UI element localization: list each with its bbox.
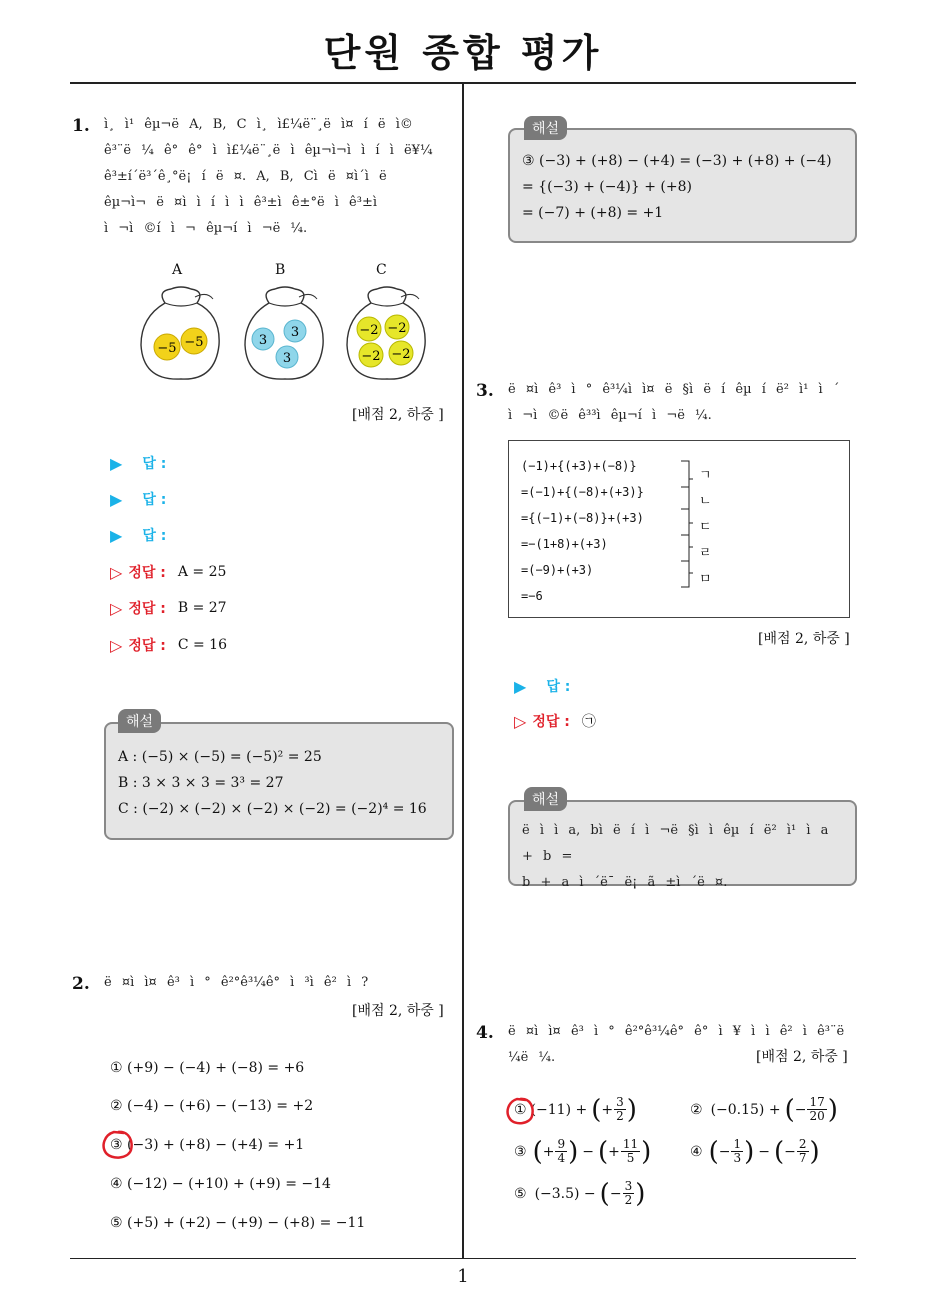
- choice-sign: −: [784, 1143, 796, 1160]
- q4-choice-5[interactable]: ⑤ (−3.5) − ( − $\frac{3}{2}$ ): [514, 1178, 646, 1209]
- q1-text: [104, 112, 454, 242]
- q1-answer-row: [110, 489, 166, 509]
- bag-a-coin: −5: [157, 341, 177, 356]
- bag-c-coin: −2: [391, 347, 411, 362]
- correct-label: 정답 :: [128, 601, 166, 617]
- choice-mark: ④: [690, 1143, 703, 1160]
- page-title: 단원 종합 평가: [323, 31, 603, 75]
- choice-mark: ③: [514, 1143, 527, 1160]
- choice-operator: −: [582, 1143, 594, 1160]
- q3-step: =−(1+8)+(+3): [521, 537, 608, 551]
- correct-value: A = 25: [177, 564, 227, 580]
- triangle-icon: ▶: [110, 489, 123, 509]
- page-number: 1: [457, 1266, 469, 1287]
- q4-choice-4[interactable]: ④ ( − $\frac{1}{3}$ ) − ( − $\frac{2}{7}$ ): [690, 1136, 820, 1167]
- q2-choice-2[interactable]: ② (−4) − (+6) − (−13) = +2: [110, 1098, 314, 1114]
- q1-line: ì¸ ì¹ êµ¬ë A, B, C ì¸ ì£¼ë¨¸ë ì¤ í ë ì©: [104, 117, 413, 132]
- q1-line: ê³¨ë ¼ ê° ê° ì ì£¼ë¨¸ë ì êµ¬ì¬ì ì í ì ë¥¼: [104, 143, 433, 158]
- q3-step-label: ㅁ: [699, 572, 712, 587]
- choice-sign: +: [608, 1143, 620, 1160]
- frac-den: 2: [616, 1109, 624, 1123]
- q4-number: 4.: [476, 1023, 494, 1043]
- q3-step: =(−9)+(+3): [521, 563, 594, 577]
- q1-explain-tag: 해설: [118, 709, 161, 733]
- q1-number: 1.: [72, 116, 90, 136]
- bag-label-b: B: [275, 262, 286, 278]
- frac-den: 7: [798, 1151, 807, 1165]
- footer-divider: [70, 1258, 856, 1259]
- q2-choice-4[interactable]: ④ (−12) − (+10) + (+9) = −14: [110, 1176, 331, 1192]
- explain-line: ë ì ì a, bì ë í ì ¬ë §ì ì êµ í ë² ì¹ ì a + b =: [522, 823, 829, 864]
- bag-label-c: C: [376, 262, 387, 278]
- frac-num: 11: [622, 1137, 639, 1151]
- correct-value: B = 27: [177, 600, 227, 616]
- frac-num: 9: [557, 1137, 566, 1151]
- correct-value: ㉠: [581, 714, 596, 730]
- q1-line: ì ¬ì ©í ì ¬ êµ¬í ì ¬ë ¼.: [104, 221, 308, 236]
- bag-b-coin: 3: [290, 325, 300, 340]
- outline-triangle-icon: ▷: [110, 635, 123, 655]
- answer-label: 답 :: [142, 528, 167, 544]
- q1-answer-row: [110, 453, 166, 473]
- q3-steps-box: [508, 440, 850, 618]
- q3-number: 3.: [476, 381, 494, 401]
- q3-explanation-box: [508, 800, 857, 890]
- correct-label: 정답 :: [532, 714, 570, 730]
- bag-a-coin: −5: [184, 335, 204, 350]
- q3-step-label: ㄴ: [699, 494, 712, 509]
- explain-line: A : (−5) × (−5) = (−5)² = 25: [118, 749, 322, 765]
- q3-step-label: ㄹ: [699, 546, 712, 561]
- answer-label: 답 :: [546, 679, 571, 695]
- q1-correct-row: [110, 635, 227, 655]
- q1-explanation-box: [104, 722, 454, 840]
- q3-answer-row: [514, 676, 570, 696]
- q3-explain-tag: 해설: [524, 787, 567, 811]
- bag-c-coin: −2: [359, 323, 379, 338]
- explain-line: = {(−3) + (−4)} + (+8): [522, 179, 692, 195]
- q4-choice-1[interactable]: ① (−11) + ( + $\frac{3}{2}$ ): [514, 1094, 637, 1125]
- q1-meta: [배점 2, 하중 ]: [352, 407, 444, 423]
- frac-num: 1: [733, 1137, 742, 1151]
- q3-text: [508, 377, 858, 429]
- q1-correct-row: [110, 562, 226, 582]
- bag-b-coin: 3: [258, 333, 268, 348]
- q2-choice-3[interactable]: ③ (−3) + (+8) − (+4) = +1: [110, 1137, 305, 1153]
- explain-line: B : 3 × 3 × 3 = 3³ = 27: [118, 775, 284, 791]
- explain-line: ③ (−3) + (+8) − (+4) = (−3) + (+8) + (−4): [522, 153, 832, 169]
- q2-number: 2.: [72, 974, 90, 994]
- q3-step-labels: [699, 463, 712, 593]
- q4-choice-2[interactable]: ② (−0.15) + ( − $\frac{17}{20}$ ): [690, 1094, 838, 1125]
- coin-bags-illustration: [135, 285, 435, 385]
- q2-explain-tag: 해설: [524, 116, 567, 140]
- answer-label: 답 :: [142, 456, 167, 472]
- q3-bracket-lines: [677, 457, 697, 597]
- choice-sign: +: [542, 1143, 555, 1160]
- q4-text: ë ¤ì ì¤ ê³ ì ° ê²°ê³¼ê° ê° ì ¥ ì ì ê² ì ê³¨ë ¼ë ¼.: [508, 1024, 845, 1065]
- q2-text: ë ¤ì ì¤ ê³ ì ° ê²°ê³¼ê° ì ³ì ê² ì ?: [104, 975, 369, 990]
- outline-triangle-icon: ▷: [110, 562, 123, 582]
- q3-meta: [배점 2, 하중 ]: [758, 631, 850, 647]
- q3-steps: [521, 453, 644, 609]
- bag-a: [141, 287, 219, 379]
- outline-triangle-icon: ▷: [110, 598, 123, 618]
- frac-num: 2: [798, 1137, 807, 1151]
- q3-step-label: ㄱ: [699, 468, 712, 483]
- triangle-icon: ▶: [514, 676, 527, 696]
- choice-sign: +: [601, 1101, 614, 1118]
- frac-den: 4: [557, 1151, 566, 1165]
- choice-mark: ⑤: [514, 1185, 527, 1202]
- q1-correct-row: [110, 598, 227, 618]
- outline-triangle-icon: ▷: [514, 711, 527, 731]
- choice-sign: −: [794, 1101, 807, 1118]
- bag-b: [245, 287, 323, 379]
- bag-c: [347, 287, 425, 379]
- frac-den: 20: [809, 1109, 825, 1123]
- answer-circle-mark: [504, 1096, 536, 1128]
- explain-line: b + a ì ´ë¯ ë¡ ã ±ì ´ë ¤.: [522, 875, 728, 890]
- q2-choice-1[interactable]: ① (+9) − (−4) + (−8) = +6: [110, 1060, 305, 1076]
- triangle-icon: ▶: [110, 525, 123, 545]
- q4-meta: [배점 2, 하중 ]: [756, 1049, 848, 1065]
- choice-term: (−3.5) −: [534, 1185, 596, 1202]
- answer-label: 답 :: [142, 492, 167, 508]
- bag-c-coin: −2: [361, 349, 381, 364]
- choice-sign: −: [718, 1143, 731, 1160]
- q3-line: ì ¬ì ©ë ê³³ì êµ¬í ì ¬ë ¼.: [508, 408, 712, 423]
- q3-step: =(−1)+{(−8)+(+3)}: [521, 485, 644, 499]
- q2-meta: [배점 2, 하중 ]: [352, 1003, 444, 1019]
- answer-circle-mark: [100, 1128, 136, 1162]
- q3-step: ={(−1)+(−8)}+(+3): [521, 511, 644, 525]
- bag-b-coin: 3: [282, 351, 292, 366]
- bag-label-a: A: [172, 262, 183, 278]
- correct-value: C = 16: [177, 637, 228, 653]
- q1-line: ê³±í´ë³´ê¸°ë¡ í ë ¤. A, B, Cì ë ¤ì´ì ë: [104, 169, 387, 184]
- choice-mark: ②: [690, 1101, 703, 1118]
- q2-choice-5[interactable]: ⑤ (+5) + (+2) − (+9) − (+8) = −11: [110, 1215, 366, 1231]
- bag-c-coin: −2: [387, 321, 407, 336]
- frac-num: 3: [616, 1095, 624, 1109]
- choice-mark: ①: [514, 1101, 527, 1118]
- choice-operator: −: [758, 1143, 770, 1160]
- q3-step: =−6: [521, 589, 543, 603]
- q3-step: (−1)+{(+3)+(−8)}: [521, 459, 637, 473]
- explain-line: = (−7) + (+8) = +1: [522, 205, 664, 221]
- q1-line: êµ¬ì¬ ë ¤ì ì í ì ì ê³±ì ê±°ë ì ê³±ì: [104, 195, 378, 210]
- q3-step-label: ㄷ: [699, 520, 712, 535]
- frac-den: 3: [733, 1151, 742, 1165]
- column-divider: [462, 84, 464, 1259]
- frac-num: 17: [809, 1095, 825, 1109]
- q3-correct-row: [514, 711, 596, 731]
- correct-label: 정답 :: [128, 565, 166, 581]
- q4-choice-3[interactable]: ③ ( + $\frac{9}{4}$ ) − ( + $\frac{11}{5}$ ): [514, 1136, 652, 1167]
- frac-den: 2: [624, 1193, 633, 1207]
- q1-answer-row: [110, 525, 166, 545]
- q3-line: ë ¤ì ê³ ì ° ê³¼ì ì¤ ë §ì ë í êµ í ë² ì¹ ì ´: [508, 382, 840, 397]
- frac-num: 3: [624, 1179, 633, 1193]
- q2-explanation-box: [508, 128, 857, 243]
- frac-den: 5: [626, 1151, 635, 1165]
- choice-sign: −: [609, 1185, 622, 1202]
- explain-line: C : (−2) × (−2) × (−2) × (−2) = (−2)⁴ = 16: [118, 801, 427, 817]
- choice-term: (−11) +: [530, 1101, 588, 1118]
- triangle-icon: ▶: [110, 453, 123, 473]
- correct-label: 정답 :: [128, 638, 166, 654]
- choice-term: (−0.15) +: [710, 1101, 781, 1118]
